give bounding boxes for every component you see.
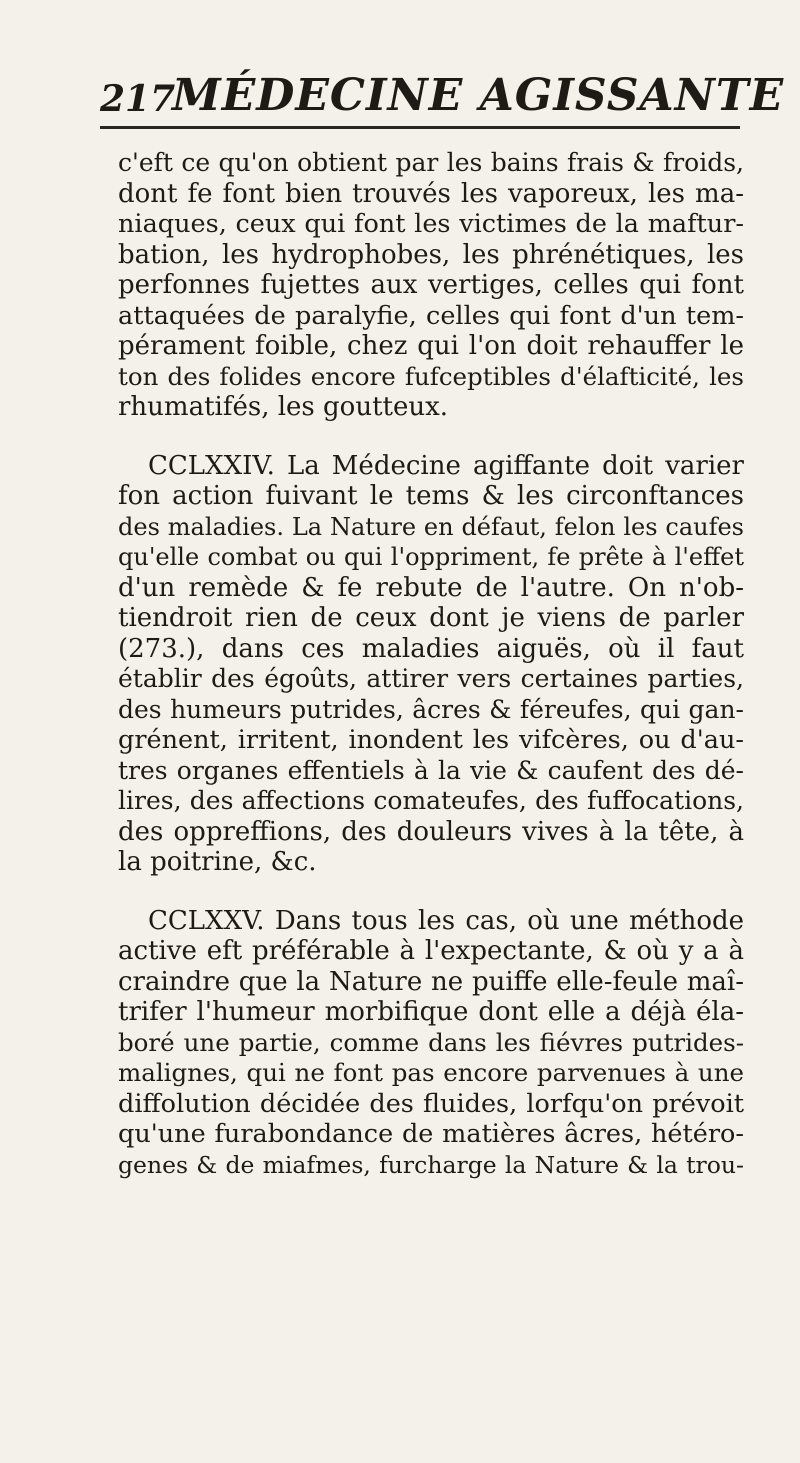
text-line: des humeurs putrides, âcres & féreufes, qui gan-	[118, 694, 744, 724]
text-line: trifer l'humeur morbifique dont elle a déjà éla-	[118, 997, 744, 1027]
text-line: c'eft ce qu'on obtient par les bains frais & froids,	[118, 148, 744, 177]
paragraph	[118, 148, 744, 423]
text-line: craindre que la Nature ne puiffe elle-feule maî-	[118, 966, 744, 997]
page-header	[100, 60, 785, 130]
page-number: 217	[100, 78, 176, 120]
body-text	[118, 148, 744, 1180]
paragraph	[118, 906, 744, 1181]
text-line: qu'une furabondance de matières âcres, hétéro-	[118, 1119, 744, 1149]
text-line: dont fe font bien trouvés les vaporeux, les ma-	[118, 178, 744, 209]
text-line: la poitrine, &c.	[118, 847, 317, 877]
text-line: genes & de miafmes, furcharge la Nature & la trou-	[118, 1150, 744, 1179]
text-line: d'un remède & fe rebute de l'autre. On n'ob-	[118, 572, 744, 603]
paragraph	[118, 451, 744, 878]
text-line: attaquées de paralyfie, celles qui font d'un tem-	[118, 300, 744, 331]
text-line: bation, les hydrophobes, les phrénétiques, les	[118, 239, 744, 270]
text-line: grénent, irritent, inondent les vifcères, ou d'au-	[118, 725, 744, 755]
text-line: lires, des affections comateufes, des fuffocations,	[118, 786, 744, 815]
text-line: active eft préférable à l'expectante, & où y a à	[118, 936, 744, 966]
header-rule	[100, 126, 740, 129]
text-line: niaques, ceux qui font les victimes de la maftur-	[118, 209, 744, 239]
running-head: MÉDECINE AGISSANTE	[172, 70, 785, 121]
text-line: rhumatifés, les goutteux.	[118, 392, 449, 422]
text-line: fon action fuivant le tems & les circonftances	[118, 481, 744, 511]
text-line: CCLXXIV. La Médecine agiffante doit varier	[148, 450, 744, 481]
text-line: qu'elle combat ou qui l'oppriment, fe prête à l'effet	[118, 543, 744, 571]
text-line: diffolution décidée des fluides, lorfqu'on prévoit	[118, 1088, 744, 1119]
text-line: malignes, qui ne font pas encore parvenues à une	[118, 1058, 744, 1087]
text-line: boré une partie, comme dans les fiévres putrides-	[118, 1027, 744, 1057]
text-line: tiendroit rien de ceux dont je viens de parler	[118, 603, 744, 633]
text-line: tres organes effentiels à la vie & caufent des dé-	[118, 755, 744, 785]
text-line: établir des égoûts, attirer vers certaines parties,	[118, 664, 744, 693]
text-line: des oppreffions, des douleurs vives à la tête, à	[118, 816, 744, 847]
text-line: ton des folides encore fufceptibles d'élafticité, les	[118, 361, 744, 391]
text-line: pérament foible, chez qui l'on doit rehauffer le	[118, 331, 744, 361]
text-line: CCLXXV. Dans tous les cas, où une méthode	[148, 905, 744, 936]
text-line: des maladies. La Nature en défaut, felon les caufes	[118, 512, 744, 541]
text-line: perfonnes fujettes aux vertiges, celles qui font	[118, 270, 744, 300]
text-line: (273.), dans ces maladies aiguës, où il faut	[118, 633, 744, 664]
